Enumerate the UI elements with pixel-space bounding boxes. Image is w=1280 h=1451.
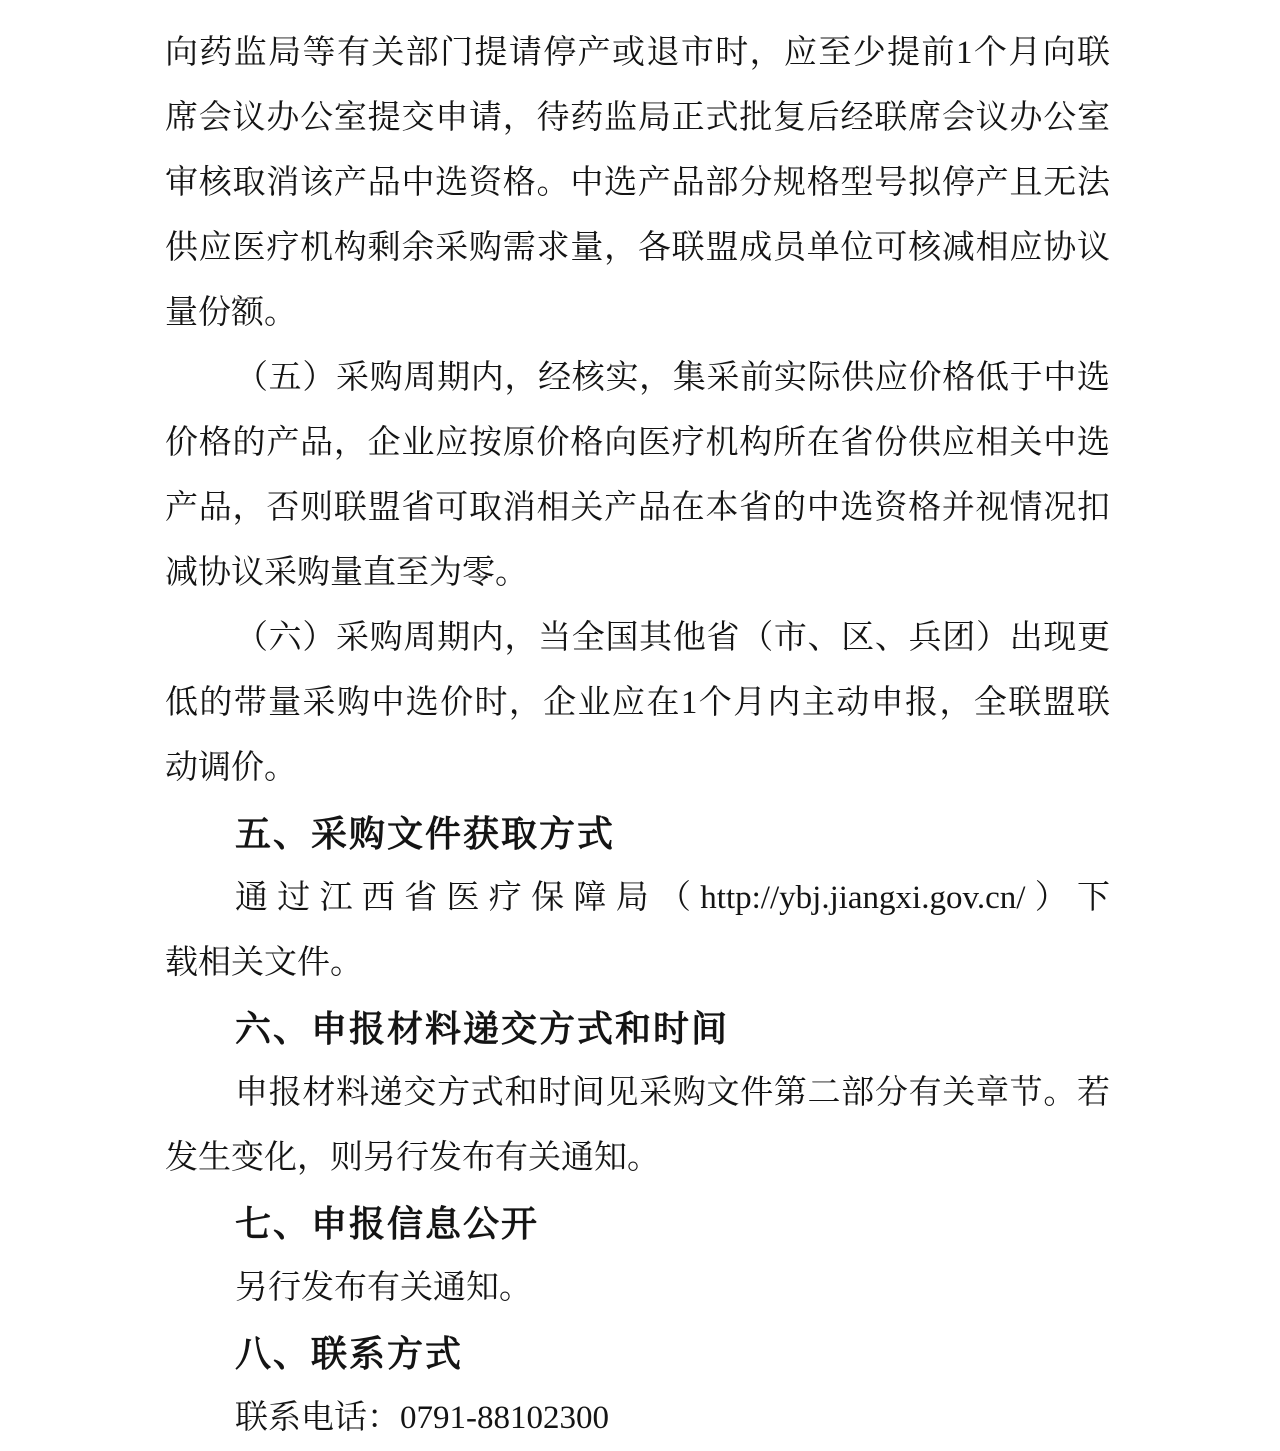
body-line: （六）采购周期内，当全国其他省（市、区、兵团）出现更 bbox=[235, 620, 1110, 656]
body-line: （五）采购周期内，经核实，集采前实际供应价格低于中选 bbox=[235, 360, 1110, 396]
body-line: 申报材料递交方式和时间见采购文件第二部分有关章节。若 bbox=[235, 1075, 1110, 1111]
section-heading-8: 八、联系方式 bbox=[235, 1333, 464, 1374]
body-line: 另行发布有关通知。 bbox=[235, 1270, 532, 1306]
body-line: 产品，否则联盟省可取消相关产品在本省的中选资格并视情况扣 bbox=[165, 490, 1110, 526]
body-line: 减协议采购量直至为零。 bbox=[165, 555, 528, 591]
body-line: 低的带量采购中选价时，企业应在1个月内主动申报，全联盟联 bbox=[165, 685, 1110, 721]
body-line: 通过江西省医疗保障局（http://ybj.jiangxi.gov.cn/）下 bbox=[235, 880, 1110, 916]
section-heading-5: 五、采购文件获取方式 bbox=[235, 813, 616, 854]
body-line: 量份额。 bbox=[165, 295, 297, 331]
body-line: 供应医疗机构剩余采购需求量，各联盟成员单位可核减相应协议 bbox=[165, 230, 1110, 266]
body-line: 载相关文件。 bbox=[165, 945, 363, 981]
body-line: 席会议办公室提交申请，待药监局正式批复后经联席会议办公室 bbox=[165, 100, 1110, 136]
body-line: 价格的产品，企业应按原价格向医疗机构所在省份供应相关中选 bbox=[165, 425, 1110, 461]
contact-phone-line: 联系电话：0791-88102300 bbox=[235, 1400, 609, 1436]
body-line: 向药监局等有关部门提请停产或退市时，应至少提前1个月向联 bbox=[165, 35, 1110, 71]
body-line: 发生变化，则另行发布有关通知。 bbox=[165, 1140, 660, 1176]
section-heading-6: 六、申报材料递交方式和时间 bbox=[235, 1008, 730, 1049]
body-line: 动调价。 bbox=[165, 750, 297, 786]
body-line: 审核取消该产品中选资格。中选产品部分规格型号拟停产且无法 bbox=[165, 165, 1110, 201]
section-heading-7: 七、申报信息公开 bbox=[235, 1203, 540, 1244]
